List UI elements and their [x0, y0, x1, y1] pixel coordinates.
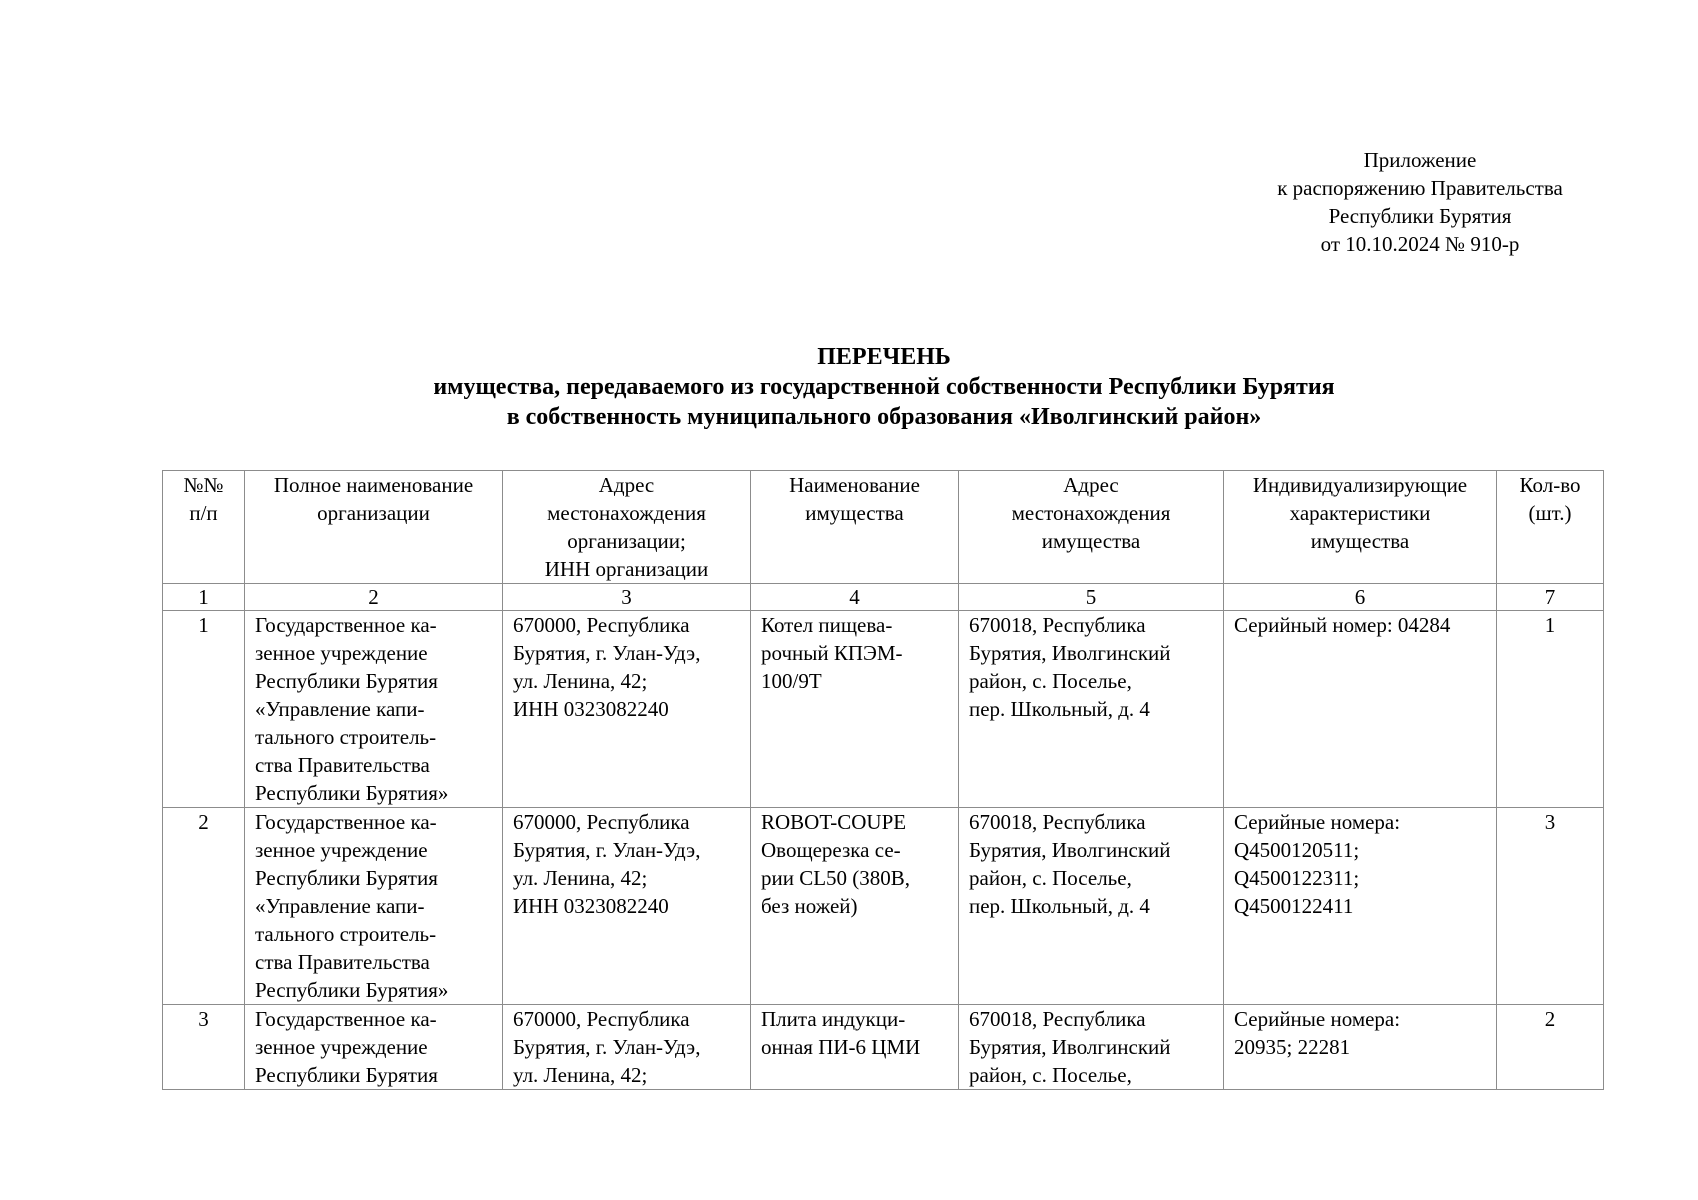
table-row — [163, 808, 1604, 1005]
organization-address-cell: 670000, Республика Бурятия, г. Улан-Удэ, ул. Ленина, 42; ИНН 0323082240 — [503, 808, 751, 1005]
quantity-cell: 2 — [1497, 1005, 1604, 1090]
column-number: 3 — [503, 584, 751, 611]
property-name-cell: Плита индукци- онная ПИ-6 ЦМИ — [751, 1005, 959, 1090]
table-row — [163, 1005, 1604, 1090]
title-line-2: в собственность муниципального образования «Иволгинский район» — [506, 404, 1262, 430]
property-address-cell: 670018, Республика Бурятия, Иволгинский район, с. Поселье, пер. Школьный, д. 4 — [959, 611, 1224, 808]
quantity-cell: 1 — [1497, 611, 1604, 808]
column-number-row — [163, 584, 1604, 611]
characteristics-cell: Серийные номера: Q4500120511; Q4500122311; Q4500122411 — [1224, 808, 1497, 1005]
header-row — [163, 471, 1604, 584]
appendix-line: Республики Бурятия — [1328, 204, 1512, 228]
property-address-cell: 670018, Республика Бурятия, Иволгинский район, с. Поселье, пер. Школьный, д. 4 — [959, 808, 1224, 1005]
column-number: 5 — [959, 584, 1224, 611]
column-number: 7 — [1497, 584, 1604, 611]
header-cell-property-address: Адрес местонахождения имущества — [959, 471, 1224, 584]
header-cell-organization-address: Адрес местонахождения организации; ИНН организации — [503, 471, 751, 584]
organization-address-cell: 670000, Республика Бурятия, г. Улан-Удэ, ул. Ленина, 42; — [503, 1005, 751, 1090]
property-name-cell: ROBOT-COUPE Овощерезка се- рии CL50 (380В, без ножей) — [751, 808, 959, 1005]
appendix-line: к распоряжению Правительства — [1277, 176, 1563, 200]
characteristics-cell: Серийные номера: 20935; 22281 — [1224, 1005, 1497, 1090]
quantity-cell: 3 — [1497, 808, 1604, 1005]
organization-cell: Государственное ка- зенное учреждение Республики Бурятия «Управление капи- тального строитель- ства Правительства Республики Бурятия» — [245, 808, 503, 1005]
column-number: 1 — [163, 584, 245, 611]
row-number: 2 — [163, 808, 245, 1005]
organization-cell: Государственное ка- зенное учреждение Республики Бурятия — [245, 1005, 503, 1090]
appendix-line: Приложение — [1363, 148, 1477, 172]
property-address-cell: 670018, Республика Бурятия, Иволгинский район, с. Поселье, — [959, 1005, 1224, 1090]
organization-cell: Государственное ка- зенное учреждение Республики Бурятия «Управление капи- тального строитель- ства Правительства Республики Бурятия» — [245, 611, 503, 808]
appendix-line: от 10.10.2024 № 910-р — [1320, 232, 1520, 256]
header-cell-quantity: Кол-во (шт.) — [1497, 471, 1604, 584]
appendix-block — [1240, 146, 1600, 258]
column-number: 2 — [245, 584, 503, 611]
title-line-1: имущества, передаваемого из государственной собственности Республики Бурятия — [433, 374, 1335, 400]
header-cell-property-name: Наименование имущества — [751, 471, 959, 584]
row-number: 1 — [163, 611, 245, 808]
organization-address-cell: 670000, Республика Бурятия, г. Улан-Удэ, ул. Ленина, 42; ИНН 0323082240 — [503, 611, 751, 808]
document-title — [0, 342, 1698, 432]
header-cell-characteristics: Индивидуализирующие характеристики имущества — [1224, 471, 1497, 584]
title-heading: ПЕРЕЧЕНЬ — [817, 344, 951, 370]
column-number: 6 — [1224, 584, 1497, 611]
characteristics-cell: Серийный номер: 04284 — [1224, 611, 1497, 808]
property-table — [162, 470, 1604, 1090]
column-number: 4 — [751, 584, 959, 611]
header-cell-number: №№ п/п — [163, 471, 245, 584]
property-name-cell: Котел пищева- рочный КПЭМ- 100/9Т — [751, 611, 959, 808]
row-number: 3 — [163, 1005, 245, 1090]
header-cell-organization: Полное наименование организации — [245, 471, 503, 584]
table-row — [163, 611, 1604, 808]
